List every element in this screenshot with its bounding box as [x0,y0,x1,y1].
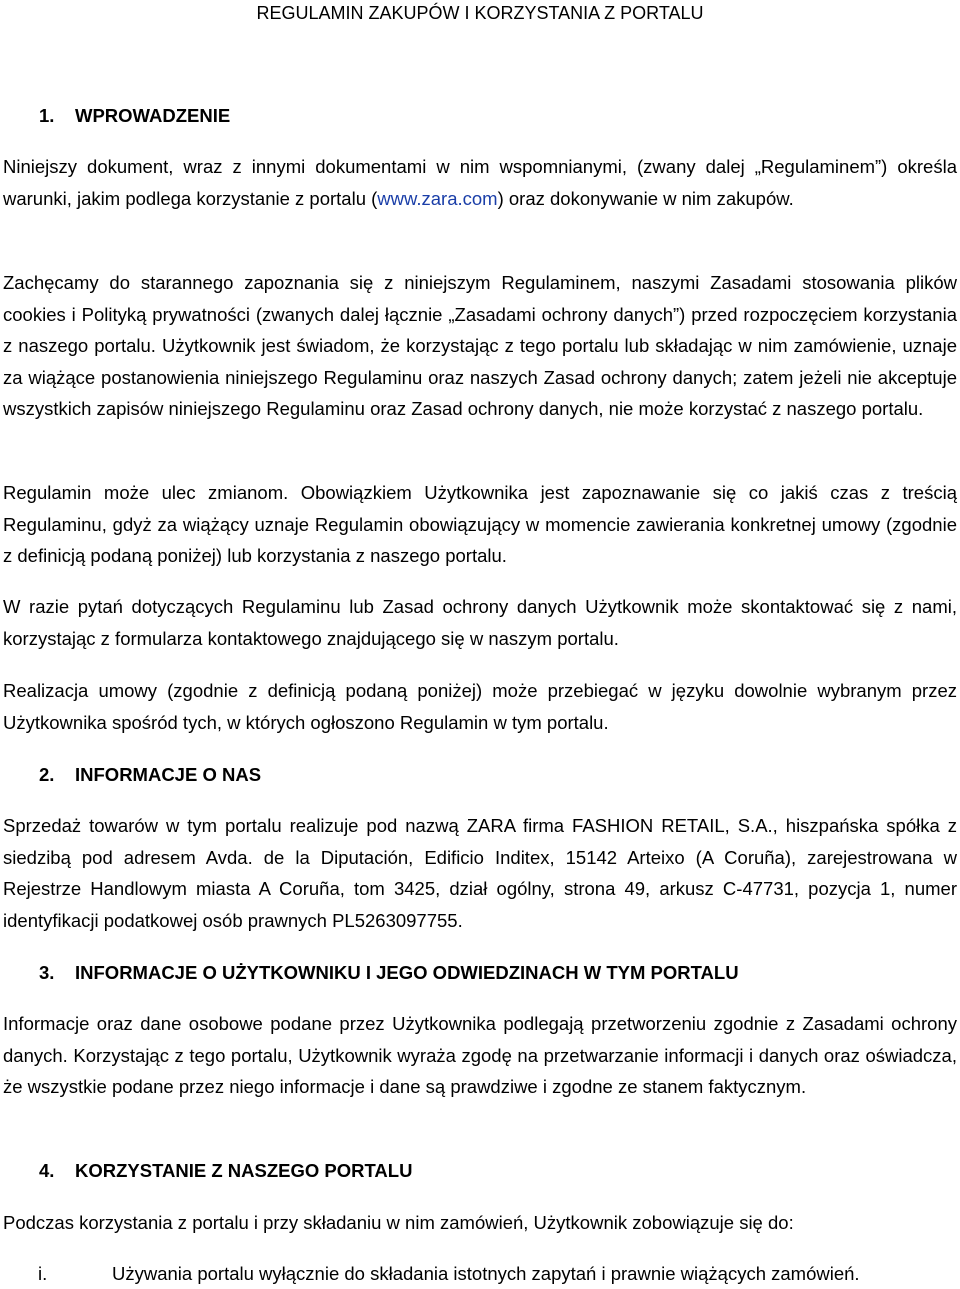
section-title: INFORMACJE O NAS [75,764,262,785]
section-heading [39,104,230,128]
paragraph: Zachęcamy do starannego zapoznania się z niniejszym Regulaminem, naszymi Zasadami stosowania plików cookies i Polityką prywatności (zwanych dalej łącznie „Zasadami ochrony danych”) przed rozpoczęciem korzystania z naszego portalu. Użytkownik jest świadom, że korzystając z tego portalu lub składając w nim zamówienie, uznaje za wiążące postanowienia niniejszego Regulaminu oraz naszych Zasad ochrony danych; zatem jeżeli nie akceptuje wszystkich zapisów niniejszego Regulaminu oraz Zasad ochrony danych, nie może korzystać z naszego portalu. [3,272,957,419]
paragraph: W razie pytań dotyczących Regulaminu lub Zasad ochrony danych Użytkownik może skontaktować się z nami, korzystając z formularza kontaktowego znajdującego się w naszym portalu. [3,596,957,649]
section-heading [39,763,261,787]
list-item-text: Używania portalu wyłącznie do składania istotnych zapytań i prawnie wiążących zamówień. [112,1263,860,1284]
section-heading [39,1159,412,1183]
list-item [38,1261,860,1287]
paragraph: Niniejszy dokument, wraz z innymi dokumentami w nim wspomnianymi, (zwany dalej „Regulaminem”) określa warunki, jakim podlega korzystanie z portalu (www.zara.com) oraz dokonywanie w nim zakupów. [3,156,957,209]
section-title: INFORMACJE O UŻYTKOWNIKU I JEGO ODWIEDZINACH W TYM PORTALU [75,962,739,983]
paragraph: Podczas korzystania z portalu i przy składaniu w nim zamówień, Użytkownik zobowiązuje się do: [3,1212,794,1233]
section-title: WPROWADZENIE [75,105,231,126]
section-heading [39,961,739,985]
list-marker: i. [38,1263,48,1284]
section-number: 3. [39,962,55,983]
section-title: KORZYSTANIE Z NASZEGO PORTALU [75,1160,413,1181]
section-number: 4. [39,1160,55,1181]
section-number: 1. [39,105,55,126]
paragraph: Realizacja umowy (zgodnie z definicją podaną poniżej) może przebiegać w języku dowolnie wybranym przez Użytkownika spośród tych, w których ogłoszono Regulamin w tym portalu. [3,680,957,733]
paragraph: Informacje oraz dane osobowe podane przez Użytkownika podlegają przetworzeniu zgodnie z Zasadami ochrony danych. Korzystając z tego portalu, Użytkownik wyraża zgodę na przetwarzanie informacji i danych oraz oświadcza, że wszystkie podane przez niego informacje i dane są prawdziwe i zgodne ze stanem faktycznym. [3,1013,957,1097]
paragraph: Sprzedaż towarów w tym portalu realizuje pod nazwą ZARA firma FASHION RETAIL, S.A., hiszpańska spółka z siedzibą pod adresem Avda. de la Diputación, Edificio Inditex, 15142 Arteixo (A Coruña), zarejestrowana w Rejestrze Handlowym miasta A Coruña, tom 3425, dział ogólny, strona 49, arkusz C-47731, pozycja 1, numer identyfikacji podatkowej osób prawnych PL5263097755. [3,815,957,931]
section-number: 2. [39,764,55,785]
page-title: REGULAMIN ZAKUPÓW I KORZYSTANIA Z PORTALU [256,3,704,23]
portal-link[interactable]: www.zara.com [377,187,498,209]
paragraph: Regulamin może ulec zmianom. Obowiązkiem Użytkownika jest zapoznawanie się co jakiś czas z treścią Regulaminu, gdyż za wiążący uznaje Regulamin obowiązujący w momencie zawierania konkretnej umowy (zgodnie z definicją podaną poniżej) lub korzystania z naszego portalu. [3,482,957,566]
